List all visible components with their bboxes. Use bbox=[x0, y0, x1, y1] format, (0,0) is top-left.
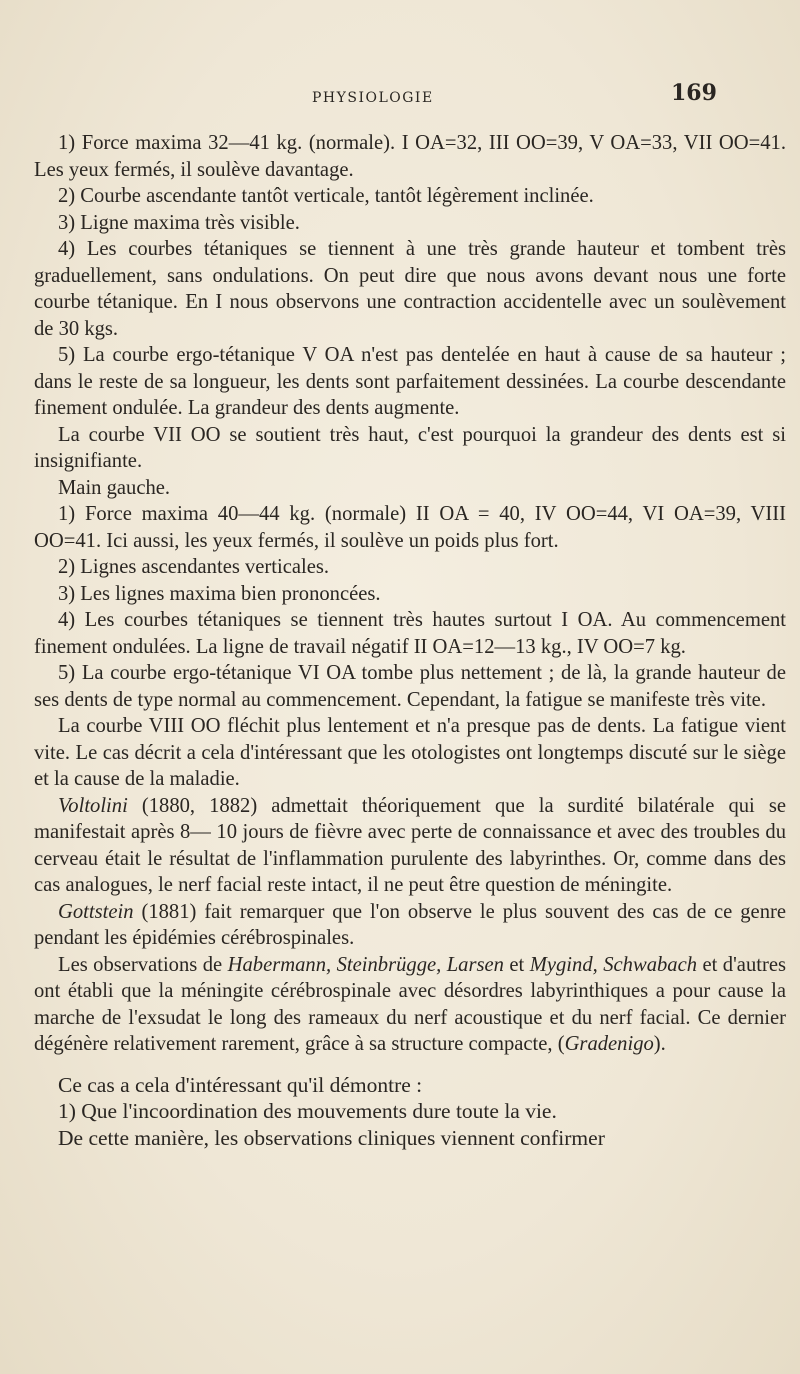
paragraph: Gottstein (1881) fait remarquer que l'on observe le plus souvent des cas de ce genre pendant les épidémies cérébrospinales. bbox=[34, 900, 786, 949]
author-names: Habermann, Steinbrügge, Larsen bbox=[227, 953, 504, 976]
paragraph: Ce cas a cela d'intéressant qu'il démontre : bbox=[58, 1072, 423, 1097]
page-header bbox=[0, 78, 800, 118]
paragraph: 1) Que l'incoordination des mouvements dure toute la vie. bbox=[58, 1099, 557, 1123]
paragraph: 5) La courbe ergo-tétanique V OA n'est pas dentelée en haut à cause de sa hauteur ; dans le reste de sa longueur, les dents sont parfaitement dessinées. La courbe descendante finement ondulée. La grandeur des dents augmente. bbox=[34, 344, 786, 419]
paragraph: 5) La courbe ergo-tétanique VI OA tombe plus nettement ; de là, la grande hauteur de ses dents de type normal au commencement. Cependant, la fatigue se manifeste très vite. bbox=[34, 662, 786, 711]
paragraph: 3) Ligne maxima très visible. bbox=[58, 211, 300, 234]
paragraph: La courbe VIII OO fléchit plus lentement et n'a presque pas de dents. La fatigue vient vite. Le cas décrit a cela d'intéressant que les otologistes ont longtemps discuté sur le siège et la cause de la maladie. bbox=[34, 715, 786, 790]
paragraph: 1) Force maxima 32—41 kg. (normale). I OA=32, III OO=39, V OA=33, VII OO=41. Les yeux fermés, il soulève davantage. bbox=[34, 132, 786, 181]
paragraph: La courbe VII OO se soutient très haut, c'est pourquoi la grandeur des dents est si insignifiante. bbox=[34, 423, 786, 472]
body-text bbox=[34, 130, 786, 1151]
paragraph: 2) Courbe ascendante tantôt verticale, tantôt légèrement inclinée. bbox=[58, 185, 594, 207]
section-heading: Main gauche. bbox=[58, 476, 171, 499]
running-title: PHYSIOLOGIE bbox=[312, 90, 434, 106]
author-name: Gradenigo bbox=[564, 1033, 654, 1055]
paragraph: 4) Les courbes tétaniques se tiennent à une très grande hauteur et tombent très graduellement, sans ondulations. On peut dire que nous avons devant nous une forte courbe tétanique. En I nous observons une contraction accidentelle avec un soulèvement de 30 kgs. bbox=[34, 238, 786, 340]
paragraph: 4) Les courbes tétaniques se tiennent très hautes surtout I OA. Au commencement finement ondulées. La ligne de travail négatif II OA=12—13 kg., IV OO=7 kg. bbox=[34, 609, 786, 658]
paragraph: 1) Force maxima 40—44 kg. (normale) II OA = 40, IV OO=44, VI OA=39, VIII OO=41. Ici aussi, les yeux fermés, il soulève un poids plus fort. bbox=[34, 503, 786, 552]
paragraph: Voltolini (1880, 1882) admettait théoriquement que la surdité bilatérale qui se manifestait après 8— 10 jours de fièvre avec perte de connaissance et avec des troubles du cerveau était le résultat de l'inflammation purulente des labyrinthes. Or, comme dans des cas analogues, le nerf facial reste intact, il ne peut être question de méningite. bbox=[34, 794, 786, 896]
paragraph: De cette manière, les observations cliniques viennent confirmer bbox=[58, 1125, 605, 1150]
paragraph: Les observations de Habermann, Steinbrügge, Larsen et Mygind, Schwabach et d'autres ont établi que la méningite cérébrospinale avec désordres labyrinthiques a pour cause la marche de l'exsudat le long des rameaux du nerf acoustique et du nerf facial. Ce dernier dégénère relativement rarement, grâce à sa structure compacte, (Gradenigo). bbox=[34, 953, 786, 1055]
author-names: Mygind, Schwabach bbox=[529, 953, 698, 976]
author-name: Voltolini bbox=[58, 794, 128, 817]
author-name: Gottstein bbox=[58, 900, 134, 923]
paragraph: 3) Les lignes maxima bien prononcées. bbox=[58, 582, 381, 605]
paragraph: 2) Lignes ascendantes verticales. bbox=[58, 556, 330, 578]
page-number: 169 bbox=[671, 80, 717, 106]
